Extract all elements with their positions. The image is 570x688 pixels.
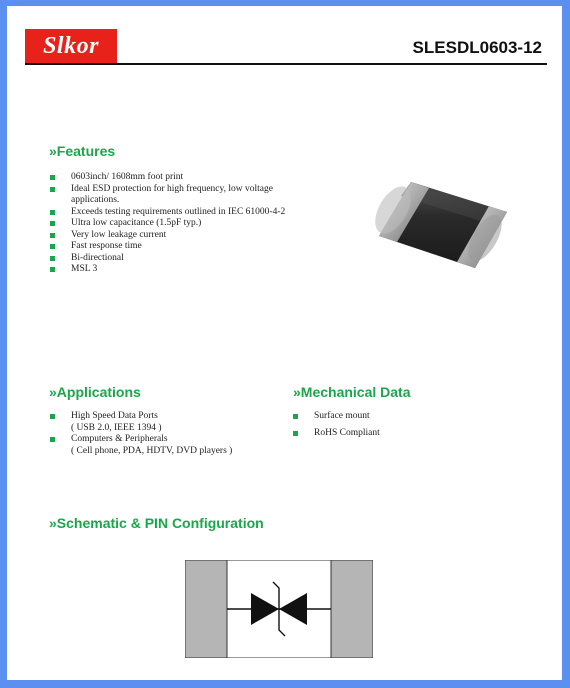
mechanical-item <box>293 428 493 440</box>
bullet-icon <box>50 175 55 180</box>
features-item <box>50 218 350 230</box>
bullet-icon <box>50 414 55 419</box>
features-item <box>50 230 350 242</box>
features-item <box>50 264 350 276</box>
bullet-icon <box>50 244 55 249</box>
features-item-text: MSL 3 <box>71 264 98 274</box>
mechanical-item <box>293 411 493 423</box>
bullet-icon <box>50 437 55 442</box>
features-item-text: 0603inch/ 1608mm foot print <box>71 172 184 182</box>
features-item <box>50 184 350 207</box>
bullet-icon <box>50 187 55 192</box>
features-item-text: Bi-directional <box>71 252 124 263</box>
mechanical-item-text: Surface mount <box>314 411 370 421</box>
features-item <box>50 241 350 253</box>
features-item-text: Ultra low capacitance (1.5pF typ.) <box>71 218 202 228</box>
features-item-text: applications. <box>71 195 120 205</box>
features-item-text: Exceeds testing requirements outlined in IEC 61000-4-2 <box>71 206 286 217</box>
applications-item <box>50 434 290 457</box>
bullet-icon <box>50 210 55 215</box>
applications-item <box>50 411 290 434</box>
bullet-icon <box>293 431 298 436</box>
features-item-text: Ideal ESD protection for high frequency, low voltage <box>71 183 273 194</box>
logo-text: Slkor <box>43 32 99 59</box>
applications-item-text: High Speed Data Ports <box>71 411 158 421</box>
features-item <box>50 172 350 184</box>
part-number: SLESDL0603-12 <box>412 38 542 57</box>
bullet-icon <box>50 221 55 226</box>
mechanical-item-text: RoHS Compliant <box>314 427 380 438</box>
mechanical-list <box>293 411 493 444</box>
applications-item-text: Computers & Peripherals <box>71 434 168 444</box>
bullet-icon <box>50 256 55 261</box>
features-item-text: Very low leakage current <box>71 229 167 240</box>
pin-2-pad <box>331 560 373 658</box>
applications-item-text: ( USB 2.0, IEEE 1394 ) <box>71 422 162 433</box>
bullet-icon <box>293 414 298 419</box>
applications-list <box>50 411 290 457</box>
features-item <box>50 253 350 265</box>
applications-title: »Applications <box>49 384 141 400</box>
bullet-icon <box>50 267 55 272</box>
datasheet-page <box>7 6 562 680</box>
schematic-title: »Schematic & PIN Configuration <box>49 515 264 531</box>
component-chip-image <box>371 176 513 272</box>
features-list <box>50 172 350 276</box>
brand-logo <box>25 29 117 63</box>
features-item <box>50 207 350 219</box>
applications-item-text: ( Cell phone, PDA, HDTV, DVD players ) <box>71 445 233 456</box>
schematic-diagram <box>185 560 373 658</box>
pin-1-pad <box>185 560 227 658</box>
features-title: »Features <box>49 143 116 159</box>
mechanical-title: »Mechanical Data <box>293 384 411 400</box>
bullet-icon <box>50 233 55 238</box>
features-item-text: Fast response time <box>71 241 142 251</box>
header-divider <box>25 63 547 65</box>
